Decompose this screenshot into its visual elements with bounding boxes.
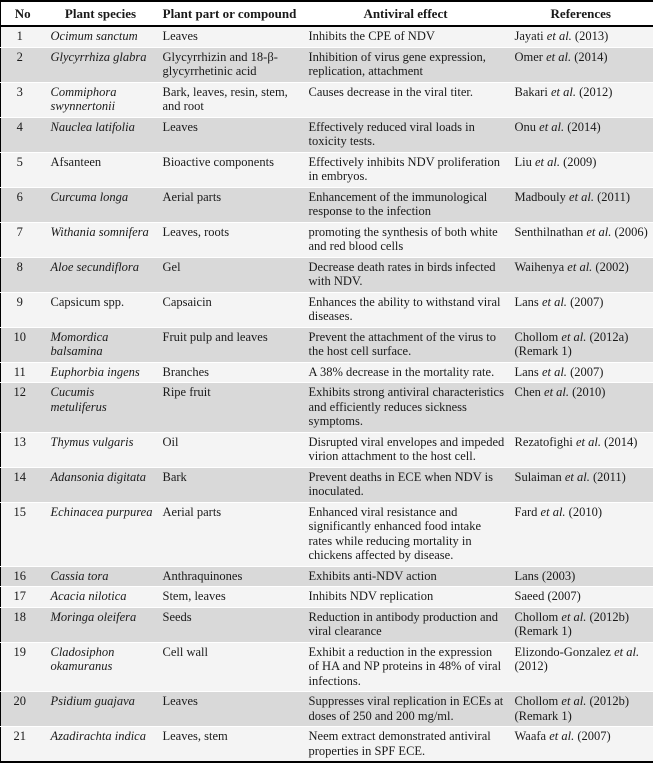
cell-references: Senthilnathan et al. (2006): [509, 222, 653, 257]
cell-references: Saeed (2007): [509, 587, 653, 608]
cell-plant-species: Afsanteen: [45, 152, 157, 187]
cell-antiviral-effect: Suppresses viral replication in ECEs at doses of 250 and 200 mg/ml.: [303, 692, 509, 727]
column-header-effect: Antiviral effect: [303, 1, 509, 26]
cell-references: Liu et al. (2009): [509, 152, 653, 187]
cell-no: 17: [1, 587, 45, 608]
cell-antiviral-effect: Exhibits anti-NDV action: [303, 566, 509, 587]
cell-plant-part: Bark: [157, 467, 303, 502]
cell-plant-species: Curcuma longa: [45, 187, 157, 222]
cell-plant-species: Cassia tora: [45, 566, 157, 587]
cell-plant-species: Commiphora swynnertonii: [45, 82, 157, 117]
cell-antiviral-effect: Exhibit a reduction in the expression of HA and NP proteins in 48% of viral infections.: [303, 642, 509, 692]
cell-plant-part: Bioactive components: [157, 152, 303, 187]
cell-plant-part: Oil: [157, 432, 303, 467]
cell-plant-part: Bark, leaves, resin, stem, and root: [157, 82, 303, 117]
cell-plant-species: Adansonia digitata: [45, 467, 157, 502]
cell-antiviral-effect: Enhanced viral resistance and significantly enhanced food intake rates while reducing mortality in chickens affected by disease.: [303, 502, 509, 566]
cell-no: 19: [1, 642, 45, 692]
cell-plant-species: Ocimum sanctum: [45, 26, 157, 47]
cell-antiviral-effect: Inhibits the CPE of NDV: [303, 26, 509, 47]
table-row: [1, 607, 653, 642]
cell-references: Onu et al. (2014): [509, 117, 653, 152]
cell-references: Omer et al. (2014): [509, 47, 653, 82]
cell-no: 9: [1, 292, 45, 327]
cell-antiviral-effect: Reduction in antibody production and viral clearance: [303, 607, 509, 642]
column-header-species: Plant species: [45, 1, 157, 26]
cell-antiviral-effect: Effectively reduced viral loads in toxicity tests.: [303, 117, 509, 152]
table-row: [1, 152, 653, 187]
cell-plant-part: Gel: [157, 257, 303, 292]
table-row: [1, 292, 653, 327]
cell-plant-species: Echinacea purpurea: [45, 502, 157, 566]
cell-references: Chollom et al. (2012b) (Remark 1): [509, 607, 653, 642]
cell-antiviral-effect: Neem extract demonstrated antiviral properties in SPF ECE.: [303, 727, 509, 763]
cell-references: Fard et al. (2010): [509, 502, 653, 566]
table-row: [1, 467, 653, 502]
cell-antiviral-effect: Exhibits strong antiviral characteristics and efficiently reduces sickness symptoms.: [303, 383, 509, 433]
cell-antiviral-effect: A 38% decrease in the mortality rate.: [303, 362, 509, 383]
table-body: [1, 26, 653, 762]
table-row: [1, 222, 653, 257]
cell-plant-part: Leaves: [157, 692, 303, 727]
cell-references: Rezatofighi et al. (2014): [509, 432, 653, 467]
cell-antiviral-effect: Inhibition of virus gene expression, replication, attachment: [303, 47, 509, 82]
cell-no: 2: [1, 47, 45, 82]
cell-plant-species: Glycyrrhiza glabra: [45, 47, 157, 82]
cell-no: 5: [1, 152, 45, 187]
cell-references: Bakari et al. (2012): [509, 82, 653, 117]
cell-references: Madbouly et al. (2011): [509, 187, 653, 222]
table-row: [1, 566, 653, 587]
cell-plant-species: Psidium guajava: [45, 692, 157, 727]
cell-plant-part: Fruit pulp and leaves: [157, 327, 303, 362]
cell-references: Lans (2003): [509, 566, 653, 587]
table-row: [1, 432, 653, 467]
cell-plant-part: Branches: [157, 362, 303, 383]
cell-no: 6: [1, 187, 45, 222]
cell-antiviral-effect: Inhibits NDV replication: [303, 587, 509, 608]
cell-references: Chen et al. (2010): [509, 383, 653, 433]
cell-plant-part: Ripe fruit: [157, 383, 303, 433]
cell-plant-species: Moringa oleifera: [45, 607, 157, 642]
table-row: [1, 502, 653, 566]
cell-plant-part: Leaves, stem: [157, 727, 303, 763]
table-row: [1, 362, 653, 383]
table-row: [1, 82, 653, 117]
table-row: [1, 642, 653, 692]
cell-references: Waihenya et al. (2002): [509, 257, 653, 292]
table-row: [1, 187, 653, 222]
cell-plant-species: Euphorbia ingens: [45, 362, 157, 383]
cell-plant-species: Cucumis metuliferus: [45, 383, 157, 433]
cell-plant-part: Leaves: [157, 26, 303, 47]
table-row: [1, 727, 653, 763]
cell-no: 13: [1, 432, 45, 467]
cell-antiviral-effect: Enhances the ability to withstand viral diseases.: [303, 292, 509, 327]
cell-no: 4: [1, 117, 45, 152]
cell-plant-part: Anthraquinones: [157, 566, 303, 587]
cell-no: 8: [1, 257, 45, 292]
cell-antiviral-effect: Causes decrease in the viral titer.: [303, 82, 509, 117]
cell-antiviral-effect: Effectively inhibits NDV proliferation in embryos.: [303, 152, 509, 187]
cell-plant-part: Seeds: [157, 607, 303, 642]
cell-references: Lans et al. (2007): [509, 292, 653, 327]
cell-plant-species: Capsicum spp.: [45, 292, 157, 327]
cell-no: 18: [1, 607, 45, 642]
table-head: [1, 1, 653, 26]
cell-plant-part: Stem, leaves: [157, 587, 303, 608]
cell-plant-species: Aloe secundiflora: [45, 257, 157, 292]
cell-no: 7: [1, 222, 45, 257]
cell-antiviral-effect: Prevent deaths in ECE when NDV is inoculated.: [303, 467, 509, 502]
cell-plant-species: Azadirachta indica: [45, 727, 157, 763]
cell-plant-species: Momordica balsamina: [45, 327, 157, 362]
cell-no: 21: [1, 727, 45, 763]
cell-antiviral-effect: promoting the synthesis of both white and red blood cells: [303, 222, 509, 257]
cell-plant-part: Aerial parts: [157, 502, 303, 566]
cell-references: Elizondo-Gonzalez et al. (2012): [509, 642, 653, 692]
cell-plant-part: Capsaicin: [157, 292, 303, 327]
cell-no: 20: [1, 692, 45, 727]
cell-no: 14: [1, 467, 45, 502]
cell-no: 3: [1, 82, 45, 117]
table-row: [1, 47, 653, 82]
cell-plant-part: Aerial parts: [157, 187, 303, 222]
cell-references: Chollom et al. (2012a) (Remark 1): [509, 327, 653, 362]
cell-plant-species: Cladosiphon okamuranus: [45, 642, 157, 692]
cell-references: Lans et al. (2007): [509, 362, 653, 383]
cell-antiviral-effect: Disrupted viral envelopes and impeded virion attachment to the host cell.: [303, 432, 509, 467]
cell-plant-species: Withania somnifera: [45, 222, 157, 257]
table-row: [1, 587, 653, 608]
cell-antiviral-effect: Decrease death rates in birds infected with NDV.: [303, 257, 509, 292]
cell-plant-species: Thymus vulgaris: [45, 432, 157, 467]
column-header-part: Plant part or compound: [157, 1, 303, 26]
cell-plant-part: Glycyrrhizin and 18-β-glycyrrhetinic acid: [157, 47, 303, 82]
table-row: [1, 257, 653, 292]
cell-no: 12: [1, 383, 45, 433]
table-row: [1, 26, 653, 47]
cell-no: 11: [1, 362, 45, 383]
table-row: [1, 327, 653, 362]
table-row: [1, 692, 653, 727]
cell-plant-species: Acacia nilotica: [45, 587, 157, 608]
cell-no: 1: [1, 26, 45, 47]
cell-references: Jayati et al. (2013): [509, 26, 653, 47]
cell-references: Chollom et al. (2012b) (Remark 1): [509, 692, 653, 727]
cell-no: 10: [1, 327, 45, 362]
cell-plant-part: Cell wall: [157, 642, 303, 692]
table-row: [1, 383, 653, 433]
column-header-reference: References: [509, 1, 653, 26]
cell-plant-part: Leaves, roots: [157, 222, 303, 257]
table-row: [1, 117, 653, 152]
column-header-no: No: [1, 1, 45, 26]
cell-references: Sulaiman et al. (2011): [509, 467, 653, 502]
cell-no: 16: [1, 566, 45, 587]
cell-plant-part: Leaves: [157, 117, 303, 152]
cell-antiviral-effect: Enhancement of the immunological response to the infection: [303, 187, 509, 222]
cell-no: 15: [1, 502, 45, 566]
cell-antiviral-effect: Prevent the attachment of the virus to the host cell surface.: [303, 327, 509, 362]
table-header-row: [1, 1, 653, 26]
cell-references: Waafa et al. (2007): [509, 727, 653, 763]
cell-plant-species: Nauclea latifolia: [45, 117, 157, 152]
